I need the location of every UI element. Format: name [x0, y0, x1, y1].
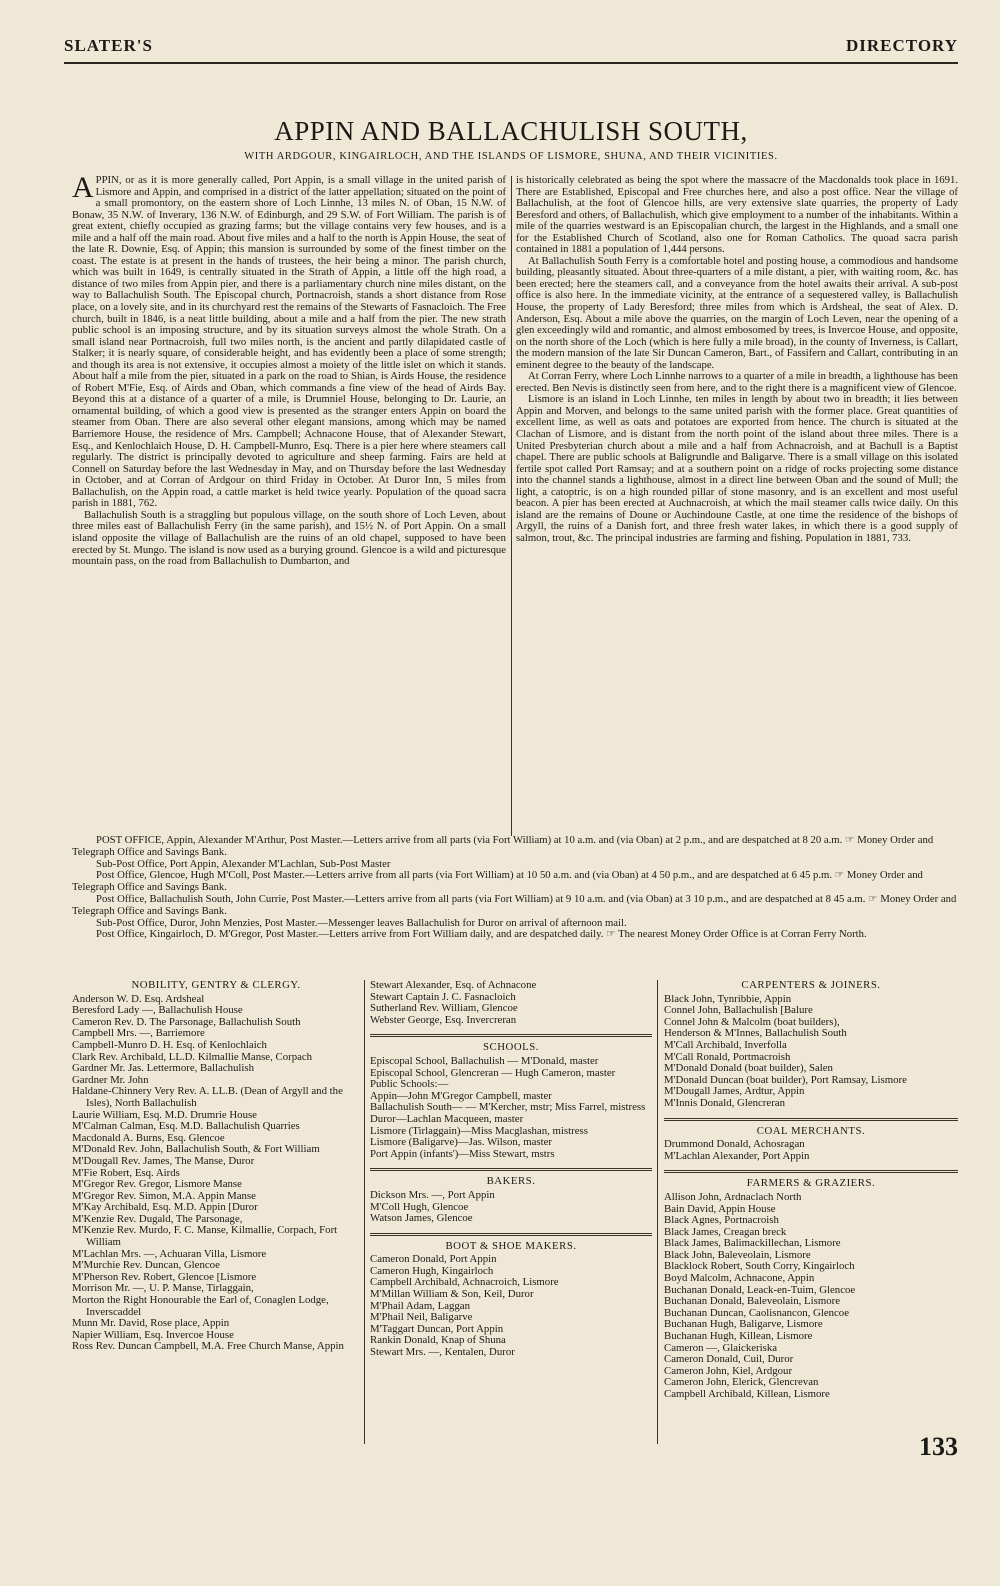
section-heading-bakers: BAKERS.: [486, 1175, 536, 1188]
directory-entry: Allison John, Ardnaclach North: [664, 1190, 802, 1203]
directory-entry: M'Innis Donald, Glencreran: [664, 1096, 785, 1109]
directory-entry: M'Calman Calman, Esq. M.D. Ballachulish Quarries: [72, 1120, 300, 1133]
description-column-1: [72, 171, 506, 568]
section-heading-boot-shoe: BOOT & SHOE MAKERS.: [445, 1239, 577, 1252]
directory-divider: [364, 980, 365, 1444]
directory-entry: M'Donald Duncan (boat builder), Port Ramsay, Lismore: [664, 1073, 907, 1086]
directory-entry: Black John, Baleveolain, Lismore: [664, 1248, 811, 1261]
directory-entry: Black James, Balimackillechan, Lismore: [664, 1237, 841, 1250]
directory-entry: Black James, Creagan breck: [664, 1225, 787, 1238]
directory-entry: Rankin Donald, Knap of Shuna: [370, 1334, 506, 1347]
directory-entry: Stewart Alexander, Esq. of Achnacone: [370, 979, 537, 991]
section-heading-nobility: NOBILITY, GENTRY & CLERGY.: [131, 979, 301, 991]
schools-list: [370, 1056, 652, 1160]
directory-entry: Black Agnes, Portnacroish: [664, 1214, 779, 1227]
directory-entry: M'Phail Adam, Laggan: [370, 1299, 471, 1312]
directory-entry: Episcopal School, Glencreran — Hugh Cameron, master: [370, 1066, 616, 1079]
post-office-entry: Post Office, Kingairloch, D. M'Gregor, Post Master.—Letters arrive from Fort William daily, and are despatched daily. ☞ The nearest Money Order Office is at Corran Ferry North.: [96, 928, 867, 941]
directory-entry: Black John, Tynribbie, Appin: [664, 992, 792, 1005]
directory-entry: M'Kenzie Rev. Murdo, F. C. Manse, Kilmallie, Corpach, Fort William: [72, 1224, 338, 1249]
description-paragraph: At Ballachulish South Ferry is a comfortable hotel and posting house, a commodious and handsome building, pleasantly situated. About three-quarters of a mile distant, a pier, with waiting room, &c. has been erected; here the steamers call, and a conveyance from the hotel awaits their arrival. A sub-post office is also here. In the immediate vicinity, at the entrance of a sequestered valley, is Ballachulish House, the property of Lady Beresford; three miles from which is Ardsheal, the seat of Alex. D. Anderson, Esq. About a mile above the quarries, on the margin of Loch Leven, near the opening of a glen exceedingly wild and romantic, and almost embosomed by trees, is Invercoe House, and opposite, on the north shore of the Loch (which is here fully a mile broad), in the county of Inverness, is Callart, the modern mansion of the late Sir Duncan Cameron, Bart., of Fassifern and Callart, contributing in an eminent degree to the beauty of the landscape.: [516, 254, 958, 371]
directory-entry: Bain David, Appin House: [664, 1202, 776, 1215]
description-paragraph: Ballachulish South is a straggling but populous village, on the south shore of Loch Leven, about three miles east of Ballachulish Ferry (in the same parish), and 15½ N. of Port Appin. On a small island opposite the village of Ballachulish are the ruins of an old chapel, supposed to have been erected by St. Mungo. The island is now used as a burying ground. Glencoe is a wild and picturesque mountain pass, on the road from Ballachulish to Dumbarton, and: [72, 508, 506, 568]
farmers-list: [664, 1192, 958, 1401]
directory-entry: Buchanan Donald, Baleveolain, Lismore: [664, 1295, 840, 1308]
directory-column-2: [370, 980, 652, 1359]
directory-entry: M'Gregor Rev. Gregor, Lismore Manse: [72, 1178, 242, 1191]
page-subtitle: WITH ARDGOUR, KINGAIRLOCH, AND THE ISLANDS OF LISMORE, SHUNA, AND THEIR VICINITIES.: [244, 151, 778, 162]
directory-entry: Beresford Lady —, Ballachulish House: [72, 1004, 243, 1017]
directory-entry: M'Phail Neil, Baligarve: [370, 1311, 473, 1324]
directory-entry: Stewart Mrs. —, Kentalen, Duror: [370, 1346, 515, 1359]
section-heading-farmers: FARMERS & GRAZIERS.: [746, 1177, 876, 1190]
gentry-continued-list: [370, 980, 652, 1026]
directory-entry: M'Fie Robert, Esq. Airds: [72, 1166, 180, 1179]
running-header: [64, 36, 958, 62]
directory-entry: M'Call Ronald, Portmacroish: [664, 1050, 791, 1063]
directory-entry: Cameron —, Glaickeriska: [664, 1341, 778, 1354]
directory-entry: Macdonald A. Burns, Esq. Glencoe: [72, 1131, 225, 1144]
directory-entry: M'Lachlan Alexander, Port Appin: [664, 1149, 810, 1162]
section-rule: [370, 1233, 652, 1236]
directory-entry: Buchanan Hugh, Baligarve, Lismore: [664, 1318, 823, 1331]
description-paragraph: Lismore is an island in Loch Linnhe, ten miles in length by about two in breadth; it lies between Appin and Morven, and belongs to the same united parish with the former place. Great quantities of excellent lime, as well as oats and potatoes are exported from hence. The church is situated at the Clachan of Lismore, and is distant from the north point of the island about three miles. There is a United Presbyterian church about a mile and a half from Achnacroish, and at Bachull is a Baptist chapel. There are public schools at Baligrundle and Baligarve. There is a small village on this isolated fertile spot called Port Ramsay; and at a southern point on a ridge of rocks projecting some distance into the channel stands a lighthouse, almost in a direct line between Oban and the sound of Mull; the light, a catoptric, is on a high rounded pillar of stone masonry, and is an excellent and most useful beacon. A pier has been erected at Auchnacroish, at which the mail steamer calls twice daily. On this island are the remains of Doune or Auchindoune Castle, at one time the residence of the bishops of Argyll, the ruins of a Danish fort, and three fresh water lakes, in which there is a good supply of salmon, trout, &c. The principal industries are farming and fishing. Population in 1881, 733.: [516, 393, 958, 544]
directory-entry: Watson James, Glencoe: [370, 1212, 473, 1225]
nobility-list: [72, 994, 360, 1353]
directory-entry: Campbell Mrs. —, Barriemore: [72, 1027, 205, 1040]
header-right: DIRECTORY: [846, 36, 958, 55]
carpenters-list: [664, 994, 958, 1110]
page-number: 133: [919, 1432, 958, 1461]
directory-entry: Public Schools:—: [370, 1078, 449, 1091]
directory-entry: Cameron Rev. D. The Parsonage, Ballachulish South: [72, 1015, 301, 1028]
directory-entry: Morton the Right Honourable the Earl of, Conaglen Lodge, Inverscaddel: [72, 1294, 329, 1318]
page-title: APPIN AND BALLACHULISH SOUTH,: [274, 116, 748, 146]
directory-entry: M'Coll Hugh, Glencoe: [370, 1200, 469, 1213]
directory-entry: Stewart Captain J. C. Fasnacloich: [370, 990, 516, 1003]
directory-entry: Dickson Mrs. —, Port Appin: [370, 1188, 495, 1201]
directory-entry: M'Donald Donald (boat builder), Salen: [664, 1062, 833, 1075]
section-rule: [664, 1118, 958, 1121]
directory-entry: M'Pherson Rev. Robert, Glencoe [Lismore: [72, 1270, 257, 1283]
post-office-entry: Sub-Post Office, Duror, John Menzies, Post Master.—Messenger leaves Ballachulish for Duror on arrival of afternoon mail.: [96, 916, 627, 929]
directory-entry: M'Murchie Rev. Duncan, Glencoe: [72, 1259, 220, 1272]
description-paragraph: APPIN, or as it is more generally called, Port Appin, is a small village in the united parish of Lismore and Appin, and comprised in a district of the latter appellation; situated on the point of a small promontory, on the eastern shore of Loch Linnhe, 13 miles N. of Oban, 15 N.W. of Bonaw, 35 N.W. of Inverary, 136 N.W. of Edinburgh, and 29 S.W. of Fort William. The parish is of great extent, chiefly occupied as grazing farms; but the village contains very few houses, and is a mile and a half off the main road. About five miles and a half to the north is Appin House, the seat of the late R. Downie, Esq. of Appin; this mansion is surrounded by some of the finest timber on the coast. The estate is at present in the hands of trustees, the heir being a minor. The parish church, which was built in 1649, is centrally situated in the Strath of Appin, a little off the high road, a distance of two miles from Appin pier, and there is a parliamentary church nine miles distant, on the way to Ballachulish South. The Episcopal church, Portnacroish, stands a short distance from Rose place, on a lovely site, and in its churchyard rest the remains of the Stewarts of Fasnacloich. The Free church, built in 1846, is a neat little building, about a mile and a half from the pier. The new strath public school is an imposing structure, and by its situation surveys almost the whole Strath. On a small island near Portnacroish, full two miles north, is the ancient and partly dilapidated castle of Stalker; it is nearly square, of considerable height, and has evidently been a place of some strength; and though its area is not extensive, it occupies almost a moiety of the little islet on which it stands. About half a mile from the pier, situated in a park on the road to Shian, is Airds House, the residence of Robert M'Fie, Esq. of Airds and Oban, which commands a fine view of the head of Airds Bay. Beyond this at a distance of a quarter of a mile, is Drumniel House, belonging to Dr. Laurie, an ornamental building, of which a good view is presented as the stranger enters Appin on board the steamer from Oban. There are also several other elegant mansions, among which may be named Barriemore House, the residence of Mrs. Campbell; Achnacone House, that of Alexander Stewart, Esq., and Kenlochlaich House, D. H. Campbell-Munro, Esq. There is a pier here where steamers call regularly. The district is principally devoted to agriculture and sheep farming. Fairs are held at Connell on Saturday before the last Wednesday in May, and on Thursday before the last Wednesday in October, and at Corran of Ardgour on third Friday in October. At Duror Inn, 5 miles from Ballachulish, on the Appin road, a cattle market is held twice yearly. Population of the quoad sacra parish in 1881, 762.: [72, 171, 506, 510]
directory-entry: M'Dougall Rev. James, The Manse, Duror: [72, 1154, 255, 1167]
directory-entry: Cameron Donald, Port Appin: [370, 1253, 497, 1266]
directory-entry: Duror—Lachlan Macqueen, master: [370, 1112, 524, 1125]
directory-entry: M'Call Archibald, Inverfolla: [664, 1038, 787, 1051]
section-heading-schools: SCHOOLS.: [483, 1041, 539, 1054]
post-office-entry: Post Office, Glencoe, Hugh M'Coll, Post Master.—Letters arrive from all parts (via Fort William) at 10 50 a.m. and (via Oban) at 4 50 p.m., and are despatched at 6 45 p.m. ☞ Money Order and Telegraph Office and Savings Bank.: [72, 869, 923, 894]
directory-divider: [657, 980, 658, 1444]
directory-entry: M'Kay Archibald, Esq. M.D. Appin [Duror: [72, 1201, 258, 1214]
boot-shoe-list: [370, 1254, 652, 1358]
directory-entry: Blacklock Robert, South Corry, Kingairloch: [664, 1260, 855, 1273]
column-divider: [511, 176, 512, 836]
directory-entry: Campbell Archibald, Killean, Lismore: [664, 1388, 830, 1400]
section-rule: [370, 1034, 652, 1037]
directory-entry: Episcopal School, Ballachulish — M'Donald, master: [370, 1054, 599, 1067]
section-heading-coal: COAL MERCHANTS.: [756, 1124, 866, 1137]
description-column-2: [516, 175, 958, 545]
coal-merchants-list: [664, 1139, 958, 1162]
directory-entry: M'Gregor Rev. Simon, M.A. Appin Manse: [72, 1189, 256, 1202]
directory-entry: Campbell-Munro D. H. Esq. of Kenlochlaich: [72, 1038, 267, 1051]
directory-column-3: [664, 980, 958, 1401]
directory-column-1: [72, 980, 360, 1353]
directory-entry: Cameron Hugh, Kingairloch: [370, 1264, 494, 1277]
directory-entry: Appin—John M'Gregor Campbell, master: [370, 1089, 552, 1102]
header-left: SLATER'S: [64, 36, 153, 55]
directory-entry: Haldane-Chinnery Very Rev. A. LL.B. (Dean of Argyll and the Isles), North Ballachulish: [72, 1085, 343, 1109]
directory-entry: Campbell Archibald, Achnacroich, Lismore: [370, 1276, 559, 1289]
directory-entry: Webster George, Esq. Invercreran: [370, 1013, 517, 1026]
directory-entry: Laurie William, Esq. M.D. Drumrie House: [72, 1108, 257, 1121]
section-rule: [370, 1168, 652, 1171]
directory-entry: M'Lachlan Mrs. —, Achuaran Villa, Lismore: [72, 1247, 267, 1260]
section-rule: [664, 1170, 958, 1173]
directory-entry: Clark Rev. Archibald, LL.D. Kilmallie Manse, Corpach: [72, 1050, 313, 1063]
directory-entry: Gardner Mr. Jas. Lettermore, Ballachulish: [72, 1062, 254, 1075]
directory-entry: Sutherland Rev. William, Glencoe: [370, 1002, 518, 1015]
directory-entry: Morrison Mr. —, U. P. Manse, Tirlaggain,: [72, 1282, 254, 1295]
directory-entry: M'Dougall James, Ardtur, Appin: [664, 1085, 805, 1098]
directory-entry: Cameron John, Elerick, Glencrevan: [664, 1376, 819, 1389]
post-office-entry: Sub-Post Office, Port Appin, Alexander M'Lachlan, Sub-Post Master: [96, 857, 391, 870]
post-office-entry: POST OFFICE, Appin, Alexander M'Arthur, Post Master.—Letters arrive from all parts (via Fort William) at 10 a.m. and (via Oban) at 2 p.m., and are despatched at 8 20 a.m. ☞ Money Order and Telegraph Office and Savings Bank.: [72, 834, 934, 858]
description-paragraph: is historically celebrated as being the spot where the massacre of the Macdonalds took place in 1691. There are Established, Episcopal and Free churches here, and also a post office. Near the village of Ballachulish, at the foot of Glencoe hills, are very extensive slate quarries, the property of Lady Beresford and others, of Ballachulish, which give employment to a number of the inhabitants. Within a mile of the quarries westward is an Episcopalian church, the largest in the Highlands, and a small one for the Established Church of Scotland, also one for Roman Catholics. The quoad sacra parish contained in 1881 a population of 1,444 persons.: [516, 174, 958, 256]
directory-entry: Connel John, Ballachulish [Balure: [664, 1004, 813, 1017]
directory-entry: M'Donald Rev. John, Ballachulish South, & Fort William: [72, 1143, 320, 1156]
post-office-entry: Post Office, Ballachulish South, John Currie, Post Master.—Letters arrive from all parts (via Fort William) at 9 10 a.m. and (via Oban) at 3 10 p.m., and are despatched at 8 45 a.m. ☞ Money Order and Telegraph Office and Savings Bank.: [72, 892, 957, 917]
directory-entry: Boyd Malcolm, Achnacone, Appin: [664, 1272, 815, 1285]
description-paragraph: At Corran Ferry, where Loch Linnhe narrows to a quarter of a mile in breadth, a lighthouse has been erected. Ben Nevis is distinctly seen from here, and to the right there is a magnificent view of Glencoe.: [516, 370, 958, 394]
bakers-list: [370, 1190, 652, 1225]
drop-cap: A: [72, 171, 94, 204]
directory-entry: Munn Mr. David, Rose place, Appin: [72, 1317, 230, 1330]
directory-entry: M'Kenzie Rev. Dugald, The Parsonage,: [72, 1212, 243, 1225]
directory-entry: Lismore (Baligarve)—Jas. Wilson, master: [370, 1136, 552, 1149]
section-heading-carpenters: CARPENTERS & JOINERS.: [741, 979, 881, 991]
directory-entry: Henderson & M'Innes, Ballachulish South: [664, 1027, 847, 1040]
directory-entry: Buchanan Donald, Leack-en-Tuim, Glencoe: [664, 1283, 856, 1296]
directory-entry: M'Millan William & Son, Keil, Duror: [370, 1288, 534, 1301]
directory-entry: Cameron Donald, Cuil, Duror: [664, 1353, 794, 1366]
directory-entry: M'Taggart Duncan, Port Appin: [370, 1322, 504, 1335]
header-rule: [64, 62, 958, 64]
directory-entry: Gardner Mr. John: [72, 1073, 149, 1086]
directory-entry: Ross Rev. Duncan Campbell, M.A. Free Church Manse, Appin: [72, 1340, 344, 1353]
directory-entry: Port Appin (infants')—Miss Stewart, mstrs: [370, 1147, 555, 1160]
directory-entry: Anderson W. D. Esq. Ardsheal: [72, 992, 205, 1005]
directory-entry: Buchanan Hugh, Killean, Lismore: [664, 1330, 813, 1343]
directory-entry: Ballachulish South— — M'Kercher, mstr; Miss Farrel, mistress: [370, 1101, 646, 1114]
directory-entry: Lismore (Tirlaggain)—Miss Macglashan, mistress: [370, 1124, 588, 1137]
directory-entry: Napier William, Esq. Invercoe House: [72, 1328, 234, 1341]
directory-entry: Drummond Donald, Achosragan: [664, 1138, 805, 1151]
directory-entry: Connel John & Malcolm (boat builders),: [664, 1015, 840, 1028]
post-office-section: [72, 835, 962, 941]
directory-entry: Buchanan Duncan, Caolisnancon, Glencoe: [664, 1306, 849, 1319]
directory-entry: Cameron John, Kiel, Ardgour: [664, 1364, 793, 1377]
